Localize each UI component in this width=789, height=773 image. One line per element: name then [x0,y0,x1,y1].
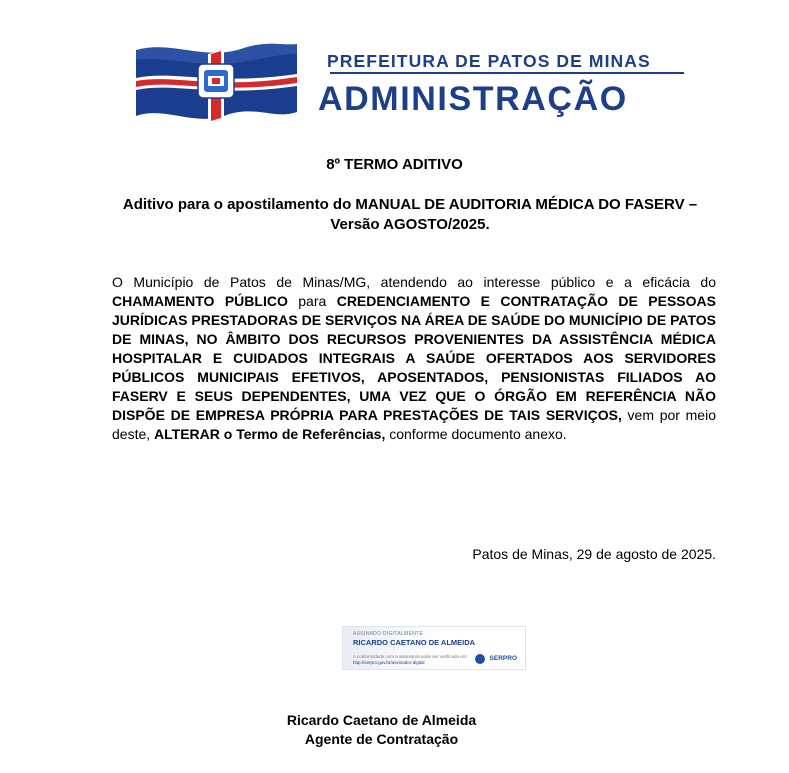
document-date: Patos de Minas, 29 de agosto de 2025. [472,546,716,562]
body-text-4: conforme documento anexo. [385,426,567,442]
document-title: 8º TERMO ADITIVO [326,156,463,173]
signer-name: Ricardo Caetano de Almeida [286,712,477,728]
stamp-label: ASSINADO DIGITALMENTE [353,631,424,637]
body-text-2: para [287,293,337,309]
body-bold-2: CREDENCIAMENTO E CONTRATAÇÃO DE PESSOAS JURÍDICAS PRESTADORAS DE SERVIÇOS NA ÁREA DE SAÚDE DO MUNICÍPIO DE PATOS DE MINAS, NO ÂMBITO DOS RECURSOS PROVENIENTES DA ASSISTÊNCIA MÉDICA HOSPITALAR E CUIDADOS INTEGRAIS A SAÚDE OFERTADOS AOS SERVIDORES PÚBLICOS MUNICIPAIS EFETIVOS, APOSENTADOS, PENSIONISTAS FILIADOS AO FASERV E SEUS DEPENDENTES, UMA VEZ QUE O ÓRGÃO EM REFERÊNCIA NÃO DISPÕE DE EMPRESA PRÓPRIA PARA PRESTAÇÕES DE TAIS SERVIÇOS, [112,293,716,423]
serpro-logo-text: SERPRO [489,655,517,662]
document-body [112,273,716,444]
document-subtitle: Aditivo para o apostilamento do MANUAL DE AUDITORIA MÉDICA DO FASERV – Versão AGOSTO/2025. [122,196,698,233]
org-name: PREFEITURA DE PATOS DE MINAS [327,51,651,71]
signer-role: Agente de Contratação [304,731,459,747]
stamp-verify-text: A conformidade com a assinatura pode ser verificada em: [353,654,468,659]
digital-signature-stamp [342,626,526,670]
stamp-verify-url: http://serpro.gov.br/assinador-digital [353,660,425,665]
body-text-3: vem por meio deste, [112,407,716,442]
stamp-signer-name: RICARDO CAETANO DE ALMEIDA [353,638,476,647]
body-text-1: O Município de Patos de Minas/MG, atendendo ao interesse público e a eficácia do [112,274,716,290]
header-divider [330,72,684,74]
org-department: ADMINISTRAÇÃO [318,80,628,118]
document-header [0,0,789,130]
municipal-flag-icon [134,40,299,122]
serpro-logo-icon [475,654,485,664]
body-bold-3: ALTERAR o Termo de Referências, [154,426,386,442]
body-bold-1: CHAMAMENTO PÚBLICO [112,293,288,309]
